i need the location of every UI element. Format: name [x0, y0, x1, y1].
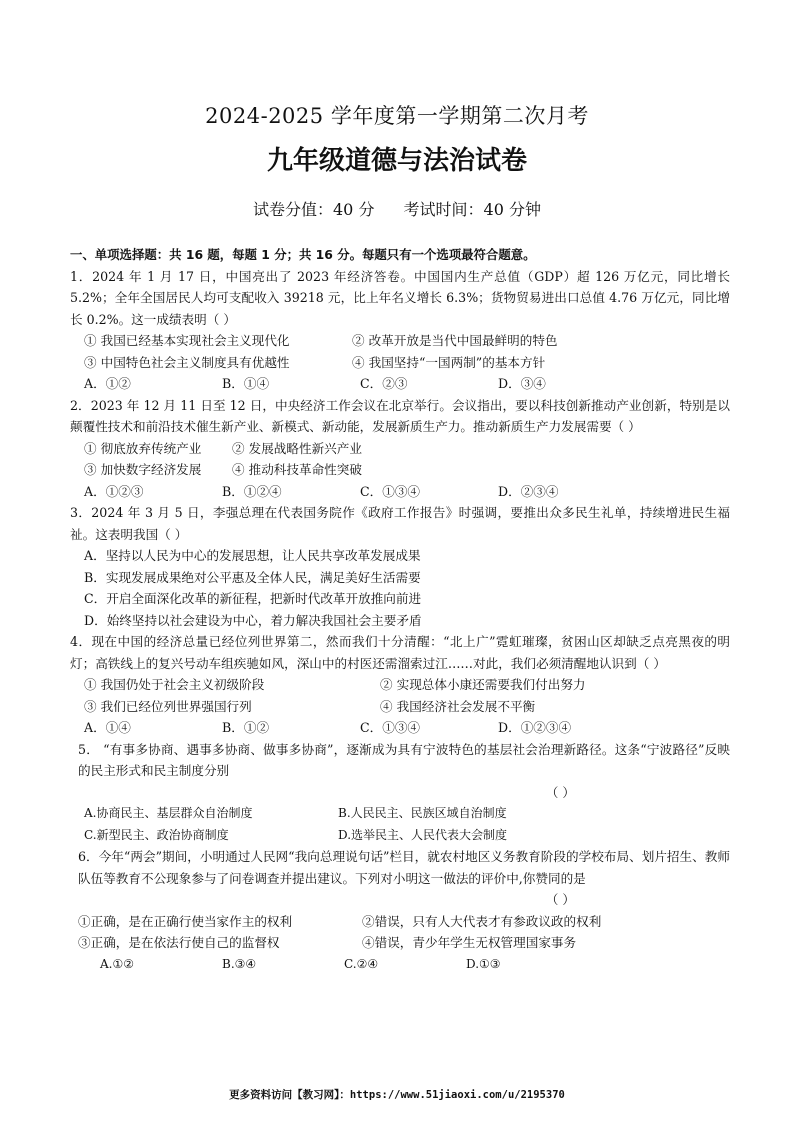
- question-4-statements-b: [70, 696, 730, 718]
- q6-option-d: D.①③: [466, 956, 501, 971]
- q2-statement-2: ② 发展战略性新兴产业: [232, 440, 362, 456]
- q1-option-c: C．②③: [360, 376, 408, 391]
- question-6-statements-b: [70, 932, 730, 954]
- exam-body: [70, 244, 730, 975]
- q3-option-a: A．坚持以人民为中心的发展思想，让人民共享改革发展成果: [84, 548, 421, 563]
- section-heading: 一、单项选择题：共 16 题，每题 1 分；共 16 分。每题只有一个选项最符合题意。: [70, 247, 536, 262]
- question-1-stem: 1．2024 年 1 月 17 日，中国亮出了 2023 年经济答卷。中国国内生产总值（GDP）超 126 万亿元，同比增长 5.2%；全年全国居民人均可支配收入 39218 元，比上年名义增长 6.3%；货物贸易进出口总值 4.76 万亿元，同比增长 0.2%。这一成绩表明（ ）: [70, 268, 730, 327]
- q6-option-a: A.①②: [100, 956, 134, 971]
- q4-statement-1: ① 我国仍处于社会主义初级阶段: [84, 677, 265, 692]
- q4-statement-3: ③ 我们已经位列世界强国行列: [84, 698, 252, 714]
- q6-statement-4: ④错误，青少年学生无权管理国家事务: [362, 935, 577, 950]
- question-4-stem: 4．现在中国的经济总量已经位列世界第二，然而我们十分清醒：“北上广”霓虹璀璨，贫困山区却缺乏点亮黑夜的明灯；高铁线上的复兴号动车组疾驰如风，深山中的村医还需溜索过江……对此，我们必须清醒地认识到（ ）: [70, 634, 730, 671]
- question-2-options: [70, 481, 730, 503]
- q2-option-d: D．②③④: [498, 483, 559, 499]
- question-5-options-b: [70, 825, 730, 847]
- q5-answer-paren: （ ）: [545, 784, 575, 800]
- q4-option-a: A．①④: [84, 720, 131, 735]
- q2-option-a: A．①②③: [84, 483, 144, 499]
- question-6-options: [70, 954, 730, 976]
- q2-statement-4: ④ 推动科技革命性突破: [232, 462, 362, 477]
- q1-statement-3: ③ 中国特色社会主义制度具有优越性: [84, 354, 290, 370]
- question-6-stem: [70, 846, 730, 911]
- question-1-statements-a: [70, 330, 730, 352]
- exam-time: 考试时间：40 分钟: [403, 200, 541, 219]
- question-4-statements-a: [70, 674, 730, 696]
- q5-option-b: B.人民民主、民族区域自治制度: [338, 806, 507, 820]
- q4-option-b: B．①②: [222, 720, 270, 735]
- q5-option-d: D.选举民主、人民代表大会制度: [338, 827, 508, 842]
- question-2-stem: 2．2023 年 12 月 11 日至 12 日，中央经济工作会议在北京举行。会议指出，要以科技创新推动产业创新，特别是以颠覆性技术和前沿技术催生新产业、新模式、新动能，发展新质生产力。推动新质生产力发展需要（ ）: [70, 397, 730, 434]
- question-4-options: [70, 717, 730, 739]
- exam-term-title: 2024-2025 学年度第一学期第二次月考: [205, 104, 589, 128]
- footer-source-link: 更多资料访问【教习网】：https://www.51jiaoxi.com/u/2195370: [229, 1089, 565, 1101]
- q1-option-b: B．①④: [222, 376, 270, 391]
- question-6-statements-a: [70, 911, 730, 933]
- q1-statement-4: ④ 我国坚持“一国两制”的基本方针: [352, 354, 546, 370]
- q2-statement-1: ① 彻底放弃传统产业: [84, 440, 202, 456]
- q6-statement-2: ②错误，只有人大代表才有参政议政的权利: [362, 913, 602, 929]
- q4-option-d: D．①②③④: [498, 720, 572, 735]
- question-5-stem: [70, 739, 730, 804]
- q1-option-a: A．①②: [84, 376, 131, 391]
- q6-stem-text: 6．今年“两会”期间，小明通过人民网“我向总理说句话”栏目，就农村地区义务教育阶段的学校布局、划片招生、教师队伍等教育不公现象参与了问卷调查并提出建议。下列对小明这一做法的评价中,你赞同的是: [78, 849, 730, 886]
- q2-option-b: B．①②④: [222, 483, 282, 499]
- q4-option-c: C．①③④: [360, 720, 421, 735]
- q1-statement-1: ① 我国已经基本实现社会主义现代化: [84, 333, 290, 348]
- q4-statement-2: ② 实现总体小康还需要我们付出努力: [380, 677, 586, 692]
- q6-statement-1: ①正确，是在正确行使当家作主的权利: [78, 913, 293, 929]
- q6-answer-paren: （ ）: [545, 892, 575, 907]
- q5-stem-text: 5． “有事多协商、遇事多协商、做事多协商”，逐渐成为具有宁波特色的基层社会治理新路径。这条“宁波路径”反映的民主形式和民主制度分别: [78, 741, 730, 778]
- question-2-statements-a: [70, 438, 730, 460]
- q4-statement-4: ④ 我国经济社会发展不平衡: [380, 698, 536, 714]
- q3-option-c: C．开启全面深化改革的新征程，把新时代改革开放推向前进: [84, 591, 422, 606]
- question-2-statements-b: [70, 459, 730, 481]
- q6-option-b: B.③④: [222, 956, 257, 971]
- exam-meta: [0, 197, 794, 220]
- q6-statement-3: ③正确，是在依法行使自己的监督权: [78, 935, 280, 950]
- q2-option-c: C．①③④: [360, 483, 421, 499]
- question-3-stem: 3．2024 年 3 月 5 日，李强总理在代表国务院作《政府工作报告》时强调，要推出众多民生礼单，持续增进民生福祉。这表明我国（ ）: [70, 505, 730, 542]
- question-1-statements-b: [70, 352, 730, 374]
- q3-option-d: D．始终坚持以社会建设为中心，着力解决我国社会主要矛盾: [84, 612, 422, 628]
- q2-statement-3: ③ 加快数字经济发展: [84, 462, 202, 477]
- question-5-options-a: [70, 803, 730, 825]
- exam-score: 试卷分值：40 分: [253, 200, 375, 219]
- exam-subject-title: 九年级道德与法治试卷: [266, 146, 527, 176]
- q6-option-c: C.②④: [344, 956, 379, 971]
- q1-statement-2: ② 改革开放是当代中国最鲜明的特色: [352, 333, 558, 348]
- question-1-options: [70, 373, 730, 395]
- q3-option-b: B．实现发展成果绝对公平惠及全体人民，满足美好生活需要: [84, 569, 421, 585]
- q5-option-a: A.协商民主、基层群众自治制度: [84, 806, 253, 820]
- q1-option-d: D．③④: [498, 376, 546, 391]
- q5-option-c: C.新型民主、政治协商制度: [84, 827, 229, 842]
